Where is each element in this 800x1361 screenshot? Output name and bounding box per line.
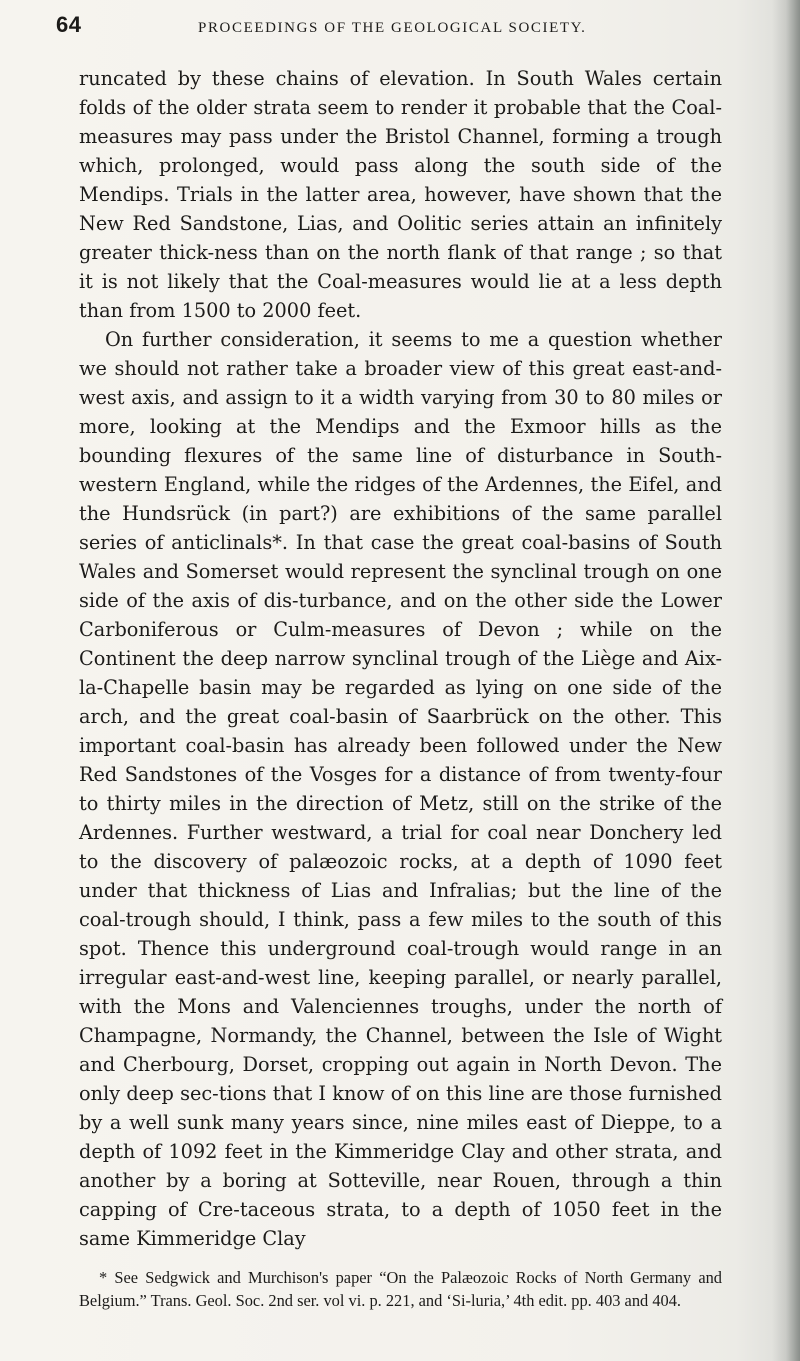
- body-text: [79, 64, 722, 1253]
- paragraph-continued: runcated by these chains of elevation. In South Wales certain folds of the older strata seem to render it probable that the Coal-measures may pass under the Bristol Channel, forming a trough which, prolonged, would pass along the south side of the Mendips. Trials in the latter area, however, have shown that the New Red Sandstone, Lias, and Oolitic series attain an infinitely greater thick-ness than on the north flank of that range ; so that it is not likely that the Coal-measures would lie at a less depth than from 1500 to 2000 feet.: [79, 67, 722, 322]
- paragraph: On further consideration, it seems to me a question whether we should not rather take a broader view of this great east-and-west axis, and assign to it a width varying from 30 to 80 miles or more, looking at the Mendips and the Exmoor hills as the bounding flexures of the same line of disturbance in South-western England, while the ridges of the Ardennes, the Eifel, and the Hundsrück (in part?) are exhibitions of the same parallel series of anticlinals*. In that case the great coal-basins of South Wales and Somerset would represent the synclinal trough on one side of the axis of dis-turbance, and on the other side the Lower Carboniferous or Culm-measures of Devon ; while on the Continent the deep narrow synclinal trough of the Liège and Aix-la-Chapelle basin may be regarded as lying on one side of the arch, and the great coal-basin of Saarbrück on the other. This important coal-basin has already been followed under the New Red Sandstones of the Vosges for a distance of from twenty-four to thirty miles in the direction of Metz, still on the strike of the Ardennes. Further westward, a trial for coal near Donchery led to the discovery of palæozoic rocks, at a depth of 1090 feet under that thickness of Lias and Infralias; but the line of the coal-trough should, I think, pass a few miles to the south of this spot. Thence this underground coal-trough would range in an irregular east-and-west line, keeping parallel, or nearly parallel, with the Mons and Valenciennes troughs, under the north of Champagne, Normandy, the Channel, between the Isle of Wight and Cherbourg, Dorset, cropping out again in North Devon. The only deep sec-tions that I know of on this line are those furnished by a well sunk many years since, nine miles east of Dieppe, to a depth of 1092 feet in the Kimmeridge Clay and other strata, and another by a boring at Sotteville, near Rouen, through a thin capping of Cre-taceous strata, to a depth of 1050 feet in the same Kimmeridge Clay: [79, 328, 722, 1250]
- page-edge-shadow: [772, 0, 800, 1361]
- page-number: 64: [56, 12, 82, 37]
- page-header: [56, 12, 724, 40]
- footnote: * See Sedgwick and Murchison's paper “On the Palæozoic Rocks of North Germany and Belgium.” Trans. Geol. Soc. 2nd ser. vol vi. p. 221, and ‘Si-luria,’ 4th edit. pp. 403 and 404.: [79, 1268, 722, 1310]
- running-head: PROCEEDINGS OF THE GEOLOGICAL SOCIETY.: [198, 20, 587, 36]
